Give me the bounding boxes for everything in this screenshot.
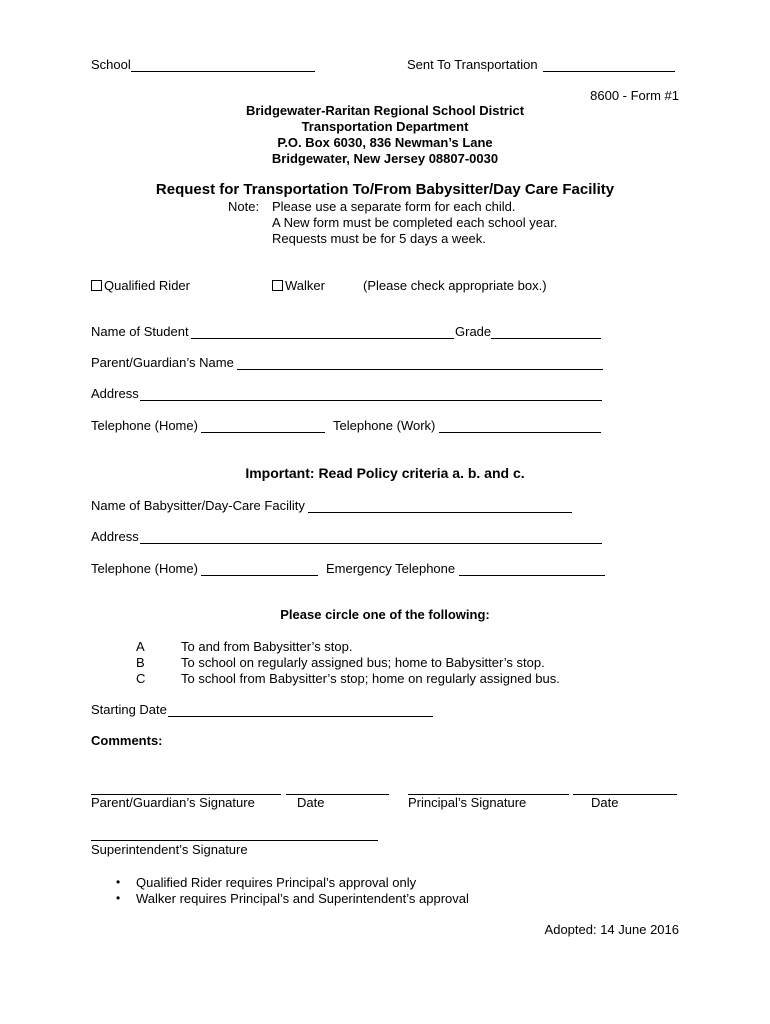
student-tel-work-field[interactable] xyxy=(439,432,601,433)
option-c-text: To school from Babysitter’s stop; home on regularly assigned bus. xyxy=(181,671,560,686)
school-field[interactable] xyxy=(131,71,315,72)
superintendent-signature-line[interactable] xyxy=(91,840,378,841)
student-name-field[interactable] xyxy=(191,338,454,339)
parent-name-label: Parent/Guardian’s Name xyxy=(91,355,234,370)
note-line-1: Please use a separate form for each child. xyxy=(272,199,516,214)
facility-name-field[interactable] xyxy=(308,512,572,513)
parent-date-label: Date xyxy=(297,795,325,810)
student-tel-home-field[interactable] xyxy=(201,432,325,433)
form-title: Request for Transportation To/From Babysitter/Day Care Facility xyxy=(155,181,615,198)
facility-address-field[interactable] xyxy=(140,543,602,544)
student-tel-work-label: Telephone (Work) xyxy=(333,418,436,433)
option-a-text: To and from Babysitter’s stop. xyxy=(181,639,353,654)
sent-to-transportation-label: Sent To Transportation xyxy=(407,57,538,72)
school-label: School xyxy=(91,57,131,72)
po-box-address: P.O. Box 6030, 836 Newman’s Lane xyxy=(277,135,493,150)
circle-heading: Please circle one of the following: xyxy=(280,607,490,622)
walker-option xyxy=(272,278,325,294)
option-b-text: To school on regularly assigned bus; home to Babysitter’s stop. xyxy=(181,655,545,670)
qualified-rider-checkbox[interactable] xyxy=(91,280,102,291)
qualified-rider-option xyxy=(91,278,190,294)
district-name: Bridgewater-Raritan Regional School District xyxy=(245,103,525,118)
superintendent-signature-label: Superintendent’s Signature xyxy=(91,842,248,857)
option-a-letter[interactable]: A xyxy=(136,639,145,654)
facility-address-label: Address xyxy=(91,529,139,544)
check-instruction: (Please check appropriate box.) xyxy=(363,278,547,293)
student-name-label: Name of Student xyxy=(91,324,189,339)
form-number: 8600 - Form #1 xyxy=(590,88,679,103)
walker-checkbox[interactable] xyxy=(272,280,283,291)
student-address-field[interactable] xyxy=(140,400,602,401)
starting-date-field[interactable] xyxy=(168,716,433,717)
principal-date-label: Date xyxy=(591,795,619,810)
bullet-qualified-rider: Qualified Rider requires Principal’s approval only xyxy=(136,875,417,890)
facility-tel-home-field[interactable] xyxy=(201,575,318,576)
bullet-dot-icon: • xyxy=(116,891,121,905)
city-state-zip: Bridgewater, New Jersey 08807-0030 xyxy=(271,151,499,166)
note-line-3: Requests must be for 5 days a week. xyxy=(272,231,486,246)
grade-label: Grade xyxy=(455,324,492,339)
starting-date-label: Starting Date xyxy=(91,702,167,717)
facility-name-label: Name of Babysitter/Day-Care Facility xyxy=(91,498,305,513)
principal-signature-label: Principal’s Signature xyxy=(408,795,527,810)
important-notice: Important: Read Policy criteria a. b. and c. xyxy=(245,465,525,481)
comments-label: Comments: xyxy=(91,733,163,748)
note-label: Note: xyxy=(228,199,260,214)
parent-name-field[interactable] xyxy=(237,369,603,370)
bullet-dot-icon: • xyxy=(116,875,121,889)
note-line-2: A New form must be completed each school year. xyxy=(272,215,558,230)
emergency-tel-field[interactable] xyxy=(459,575,605,576)
bullet-walker: Walker requires Principal’s and Superintendent’s approval xyxy=(136,891,469,906)
principal-date-line[interactable] xyxy=(573,794,677,795)
adopted-date: Adopted: 14 June 2016 xyxy=(544,922,679,937)
option-c-letter[interactable]: C xyxy=(136,671,146,686)
facility-tel-home-label: Telephone (Home) xyxy=(91,561,198,576)
student-address-label: Address xyxy=(91,386,139,401)
emergency-tel-label: Emergency Telephone xyxy=(326,561,456,576)
option-b-letter[interactable]: B xyxy=(136,655,145,670)
department-name: Transportation Department xyxy=(301,119,469,134)
qualified-rider-label: Qualified Rider xyxy=(104,278,190,293)
walker-label: Walker xyxy=(285,278,325,293)
student-tel-home-label: Telephone (Home) xyxy=(91,418,198,433)
parent-signature-label: Parent/Guardian’s Signature xyxy=(91,795,255,810)
grade-field[interactable] xyxy=(491,338,601,339)
sent-to-transportation-field[interactable] xyxy=(543,71,675,72)
